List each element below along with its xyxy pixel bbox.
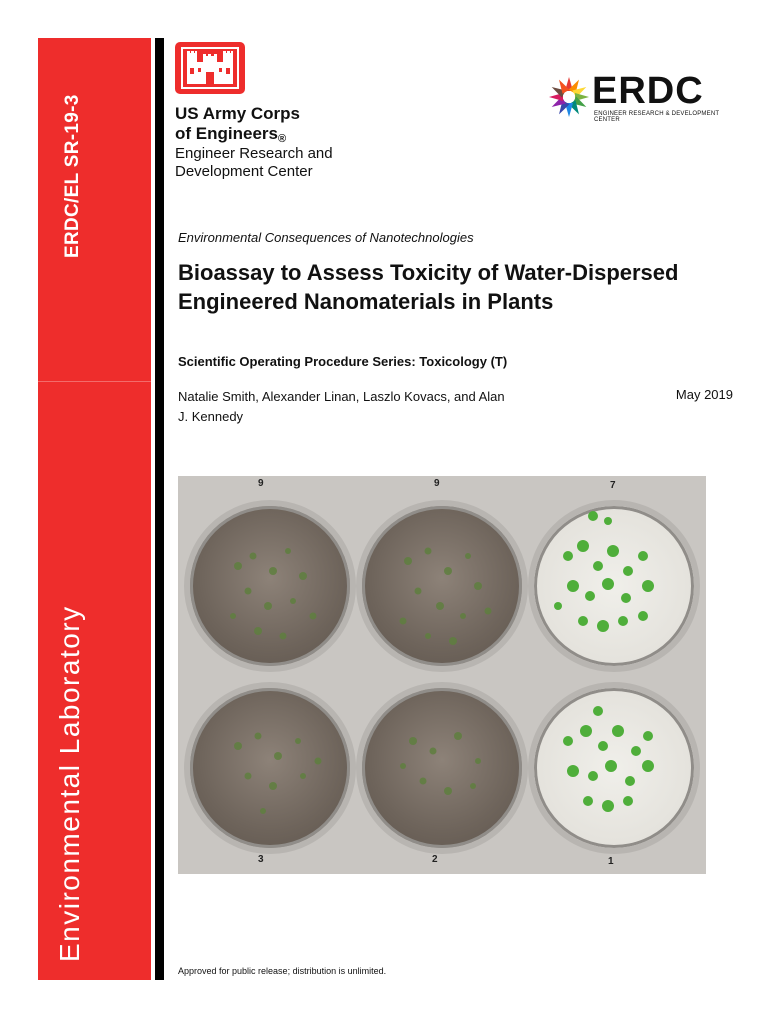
org-name-line2: of Engineers® — [175, 124, 287, 145]
well-label: 1 — [608, 856, 614, 867]
program-name: Environmental Consequences of Nanotechnologies — [178, 230, 474, 245]
org-center-line2: Development Center — [175, 163, 313, 180]
report-subtitle: Scientific Operating Procedure Series: Toxicology (T) — [178, 354, 508, 369]
report-number: ERDC/EL SR-19-3 — [62, 94, 83, 258]
org-center-line1: Engineer Research and — [175, 145, 333, 162]
author-list: Natalie Smith, Alexander Linan, Laszlo Kovacs, and Alan J. Kennedy — [178, 389, 505, 424]
erdc-burst-icon — [548, 76, 590, 118]
well-label: 2 — [432, 854, 438, 865]
well-label: 9 — [258, 478, 264, 489]
report-title: Bioassay to Assess Toxicity of Water-Dispersed Engineered Nanomaterials in Plants — [178, 260, 679, 314]
well-plate-photo — [178, 476, 706, 874]
erdc-wordmark: ERDC — [592, 70, 704, 112]
publication-date: May 2019 — [675, 387, 733, 402]
usace-castle-logo — [175, 42, 245, 94]
well-label: 3 — [258, 854, 264, 865]
well-label: 7 — [610, 480, 616, 491]
laboratory-name: Environmental Laboratory — [54, 605, 85, 962]
erdc-logo — [548, 70, 734, 123]
vertical-rule — [155, 38, 164, 980]
erdc-tagline: ENGINEER RESEARCH & DEVELOPMENT CENTER — [594, 111, 720, 123]
distribution-statement: Approved for public release; distribution is unlimited. — [178, 966, 387, 976]
org-name-line1: US Army Corps — [175, 104, 301, 123]
sidebar-divider — [38, 381, 151, 382]
well-label: 9 — [434, 478, 440, 489]
seedlings-illustration — [178, 476, 706, 874]
registered-mark: ® — [277, 133, 287, 145]
